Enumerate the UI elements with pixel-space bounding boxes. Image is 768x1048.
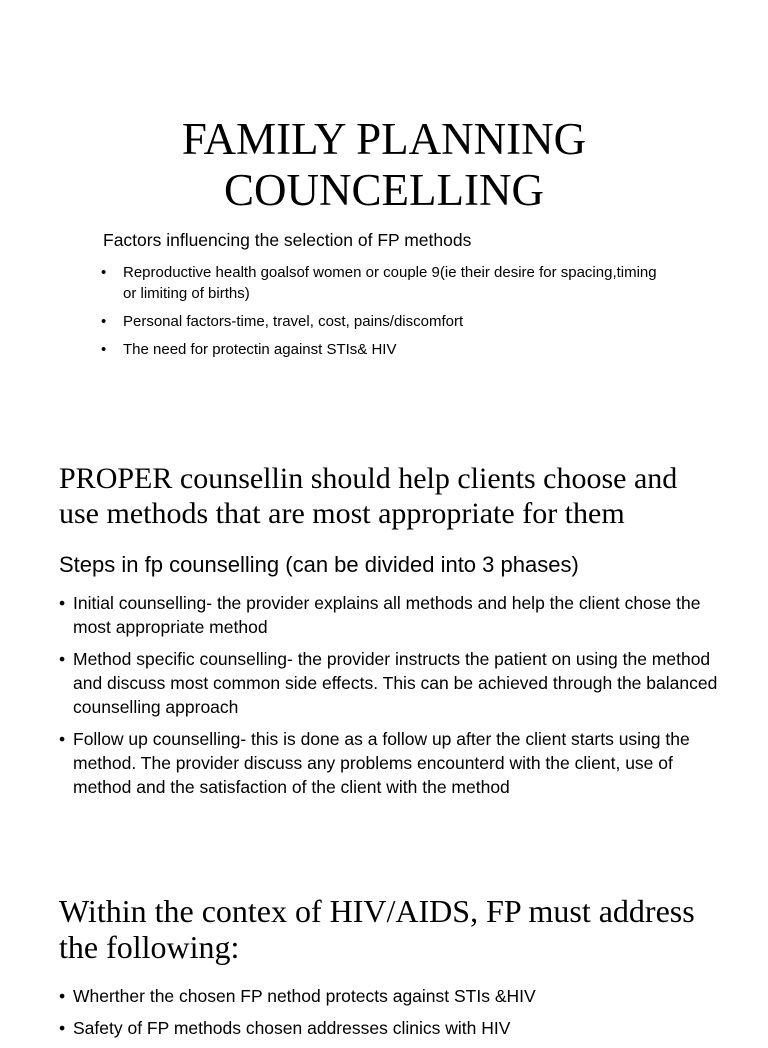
slide-family-planning-title	[0, 0, 768, 400]
list-item: • Method specific counselling- the provider instructs the patient on using the method and discuss most common side effects. This can be achieved through the balanced counselling approach	[59, 647, 719, 719]
list-item: • Initial counselling- the provider explains all methods and help the client chose the most appropriate method	[59, 591, 719, 639]
steps-list	[59, 591, 719, 807]
subtitle: Factors influencing the selection of FP methods	[103, 230, 472, 250]
section-heading: PROPER counsellin should help clients choose and use methods that are most appropriate for them	[59, 462, 678, 530]
list-item: • Follow up counselling- this is done as a follow up after the client starts using the method. The provider discuss any problems encounterd with the client, use of method and the satisfaction of the client with the method	[59, 727, 719, 799]
list-item: • Personal factors-time, travel, cost, pains/discomfort	[101, 311, 661, 332]
slide-hiv-aids-context	[0, 880, 768, 1038]
factors-list	[101, 262, 661, 367]
section-subheading: Steps in fp counselling (can be divided into 3 phases)	[59, 552, 579, 577]
list-item: • Wherther the chosen FP nethod protects against STIs &HIV	[59, 984, 719, 1008]
list-item: • Reproductive health goalsof women or couple 9(ie their desire for spacing,timing or limiting of births)	[101, 262, 661, 304]
title-line-2: COUNCELLING	[224, 165, 544, 215]
slide-proper-counselling	[0, 452, 768, 852]
hiv-list	[59, 984, 719, 1048]
title-line-1: FAMILY PLANNING	[181, 114, 587, 164]
list-item: • Safety of FP methods chosen addresses clinics with HIV	[59, 1016, 719, 1040]
page-title	[0, 114, 768, 216]
section-heading: Within the contex of HIV/AIDS, FP must address the following:	[59, 893, 695, 965]
list-item: • The need for protectin against STIs& HIV	[101, 339, 661, 360]
